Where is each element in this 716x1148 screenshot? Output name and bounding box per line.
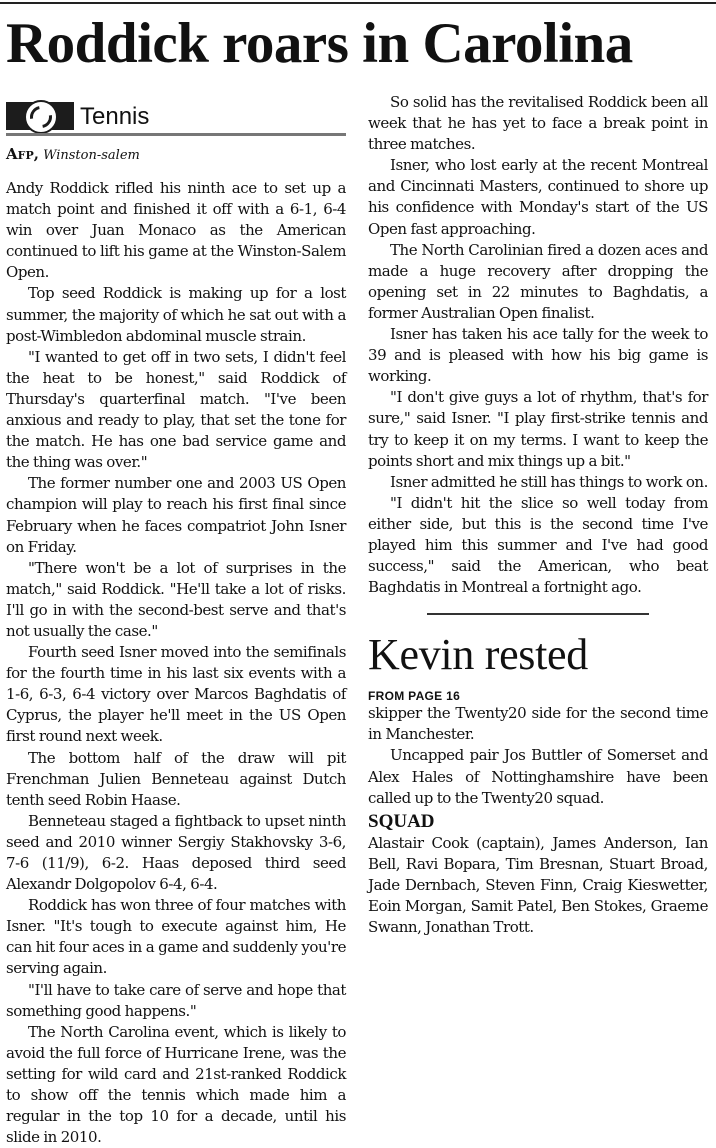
byline (6, 146, 346, 164)
article-paragraph: Isner, who lost early at the recent Montreal and Cincinnati Masters, continued to shore up his confidence with Monday's start of the US Open fast approaching. (368, 156, 708, 238)
from-page-label: FROM PAGE 16 (368, 689, 461, 704)
article-column-1 (6, 92, 346, 1148)
squad-list: Alastair Cook (captain), James Anderson, Ian Bell, Ravi Bopara, Tim Bresnan, Stuart Broad, Jade Dernbach, Steven Finn, Craig Kieswetter, Eoin Morgan, Samit Patel, Ben Stokes, Graeme Swann, Jonathan Trott. (368, 833, 708, 937)
article-paragraph: Isner has taken his ace tally for the week to 39 and is pleased with how his big game is working. (368, 325, 708, 386)
story2-paragraph: skipper the Twenty20 side for the second time in Manchester. (368, 704, 708, 744)
article-paragraph: "I'll have to take care of serve and hope that something good happens." (6, 980, 346, 1020)
article-column-2 (368, 92, 708, 938)
article-paragraph: "I wanted to get off in two sets, I didn't feel the heat to be honest," said Roddick of Thursday's quarterfinal match. "I've been anxious and ready to play, that set the tone for the match. He has one bad service game and the thing was over." (6, 347, 346, 472)
section-rule (6, 133, 346, 136)
article-paragraph: "I don't give guys a lot of rhythm, that's for sure," said Isner. "I play first-strike tennis and try to keep it on my terms. I want to keep the points short and mix things up a bit." (368, 388, 708, 470)
section-label: Tennis (80, 103, 150, 130)
article-paragraph: The former number one and 2003 US Open champion will play to reach his first final since February when he faces compatriot John Isner on Friday. (6, 474, 346, 556)
page-headline: Roddick roars in Carolina (6, 12, 633, 75)
article-paragraph: Top seed Roddick is making up for a lost summer, the majority of which he sat out with a post-Wimbledon abdominal muscle strain. (6, 284, 346, 345)
article-paragraph: Benneteau staged a fightback to upset ninth seed and 2010 winner Sergiy Stakhovsky 3-6, 7-6 (11/9), 6-2. Haas deposed third seed Alexandr Dolgopolov 6-4, 6-4. (6, 811, 346, 894)
byline-place: Winston-salem (43, 148, 140, 163)
article-paragraph: "I didn't hit the slice so well today from either side, but this is the second time I've played him this summer and I've had good success," said the American, who beat Baghdatis in Montreal a fortnight ago. (368, 493, 708, 597)
byline-agency: Afp, (6, 145, 39, 163)
story2-headline: Kevin rested (368, 630, 588, 680)
section-header (6, 100, 346, 134)
article-paragraph: The North Carolinian fired a dozen aces and made a huge recovery after dropping the opening set in 22 minutes to Baghdatis, a former Australian Open finalist. (368, 240, 708, 322)
story2-paragraph: Uncapped pair Jos Buttler of Somerset and Alex Hales of Nottinghamshire have been called up to the Twenty20 squad. (368, 746, 708, 807)
article-paragraph: So solid has the revitalised Roddick been all week that he has yet to face a break point in three matches. (368, 93, 708, 154)
article-paragraph: Fourth seed Isner moved into the semifinals for the fourth time in his last six events with a 1-6, 6-3, 6-4 victory over Marcos Baghdatis of Cyprus, the player he'll meet in the US Open first round next week. (6, 643, 346, 746)
article-paragraph: Andy Roddick rifled his ninth ace to set up a match point and finished it off with a 6-1, 6-4 win over Juan Monaco as the American continued to lift his game at the Winston-Salem Open. (6, 179, 346, 282)
tennis-ball-icon (24, 100, 58, 134)
top-rule (0, 2, 716, 4)
section-icon-box (6, 102, 74, 130)
article-paragraph: "There won't be a lot of surprises in the match," said Roddick. "He'll take a lot of risks. I'll go in with the second-best serve and that's not usually the case." (6, 558, 346, 640)
article-paragraph: The bottom half of the draw will pit Frenchman Julien Benneteau against Dutch tenth seed Robin Haase. (6, 748, 346, 809)
squad-heading: SQUAD (368, 810, 435, 832)
article-paragraph-continues: The North Carolina event, which is likely to avoid the full force of Hurricane Irene, was the setting for wild card and 21st-ranked Roddick to show off the tennis which made him a regular in the top 10 for a decade, until his slide in 2010. (6, 1022, 346, 1147)
article-paragraph: Roddick has won three of four matches with Isner. "It's tough to execute against him, He can hit four aces in a game and suddenly you're serving again. (6, 896, 346, 978)
story-divider (427, 613, 649, 615)
article-paragraph: Isner admitted he still has things to work on. (390, 472, 708, 491)
